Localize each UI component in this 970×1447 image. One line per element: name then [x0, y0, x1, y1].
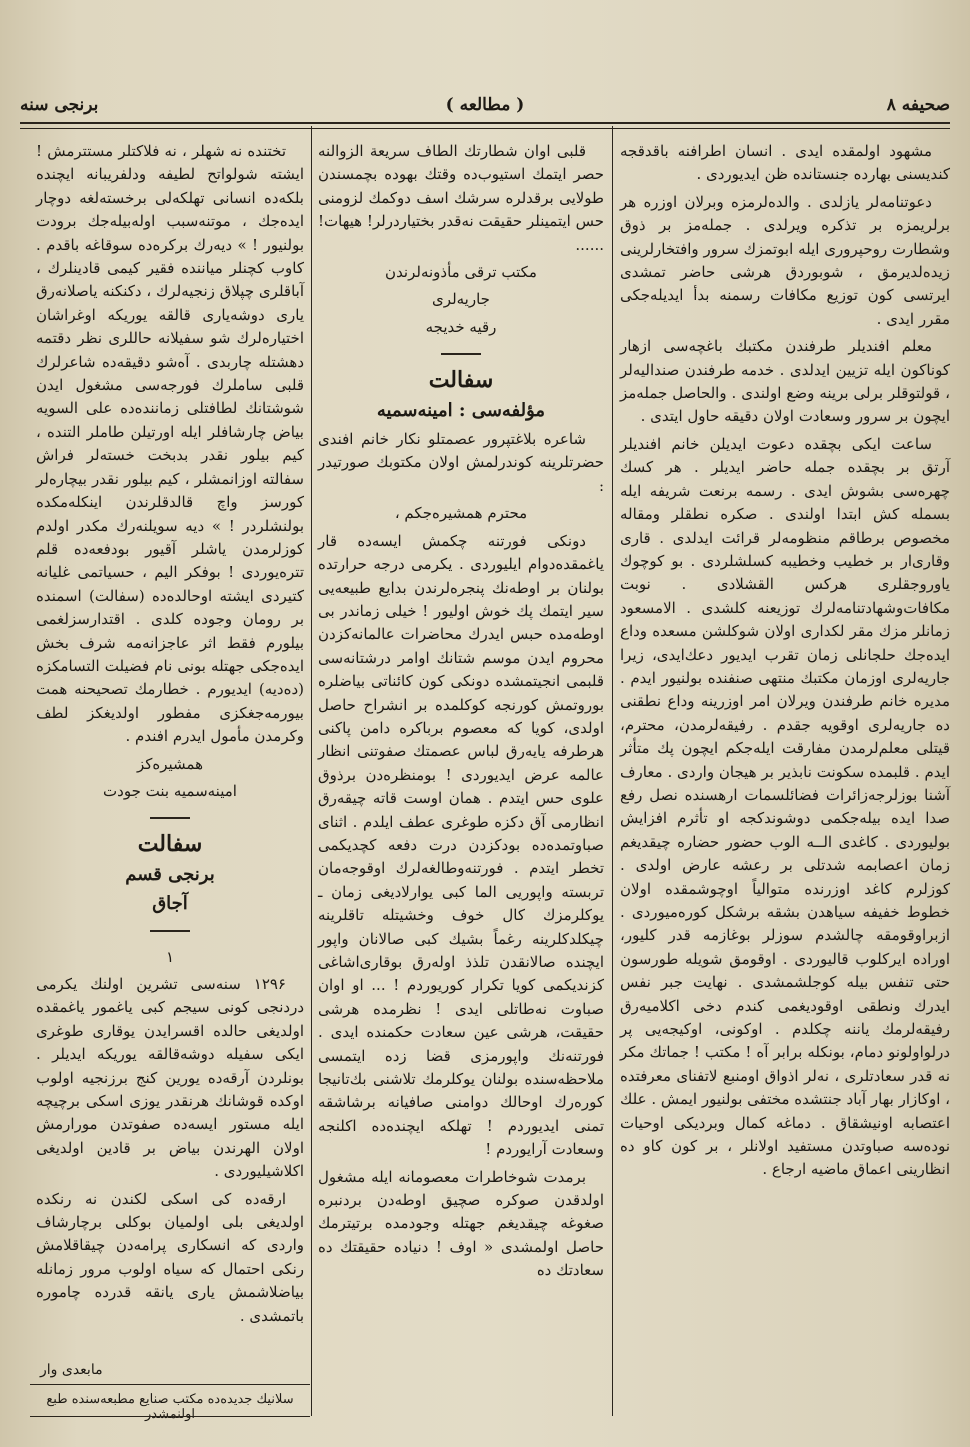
chapter-title: آجاق — [152, 893, 188, 915]
printer-footer: سلانیك جدیده‌ده مکتب صنایع مطبعه‌سنده طبع اولنمشدر — [46, 1392, 294, 1422]
left-column — [36, 140, 304, 1332]
footer-rule — [30, 1416, 310, 1417]
middle-column — [318, 140, 604, 1287]
separator — [441, 353, 481, 355]
footer-rule — [30, 1384, 310, 1385]
paragraph: دونکی فورتنه چکمش ایسه‌ده قار یاغمقده‌دوام ایلیوردی . یکرمی درجه حرارتده بولنان بر اوطه‌نك پنجره‌لرندن بدایع طبیعه‌یی سیر ایتمك پك خوش اولیور ! خیلی زماندر بی اوطه‌مده حبس ایدرك محاضرات عالمانه‌کزدن محروم ایدن موسم شتانك اوامر درشتانه‌سی قلبمی انجیتمشده دونکی کون کائناتی بیاضلره بوروتمش کورنجه کوکلمده بر انشراح حاصل اولدی، کویا که معصوم برباکره دامن پاکنی هرطرفه یایه‌رق لباس عصمتك صفوتنی انظار عالمه عرض ایدیوردی ! بومنظره‌دن برذوق علوی حس ایتدم . همان اوست قاته چیقه‌رق انظارمی آق دکزه طوغری عطف ایلدم . اثنای صباوتمده‌ده بودکزدن درت دفعه کچدیکمی تخطر ایتدم . فورتنه‌وطالغه‌لرك اوقوجه‌مان تربسته واپوریی الما کبی یوارلادیغی زمان ـ یوکلرمزك کال خوف وخشیتله تاقلرینه چیکلدکلرینه رغماً بشیك کبی صالانان واپور ایچنده صالانقدن تلذذ اوله‌رق بوقاری‌اشاغی کزندیکمی کویا تکرار کوریوردم ! ... او اوان صباوت نه‌طاتلی ایدی ! نظرمده هرشی حقیقت، هرشی عین سعادت حکمنده ایدی . فورتنه‌نك واپورمزی قضا زده ایتمسی ملاحظه‌سنده بولنان یوکلرمك تلاشنی بك‌تانیجا کوره‌رك اوحالك دوامنی صافیانه برشاشقه تمنی ایدیوردم ! تهلکه ایچنده‌ده اکلنجه وسعادت آرایوردم ! — [318, 531, 604, 1159]
novel-title: سفالت — [137, 831, 203, 858]
chapter-number: ۱ — [165, 947, 175, 966]
separator — [150, 817, 190, 819]
paragraph: قلبی اوان شطارتك الطاف سریعة الزوالنه حصر ایتمك استیوب‌ده وقتك بهوده بچمسندن طولایی برقدلره سرشك اسف دوکمك لزومنی حس ایتمینلر حقیقت نه‌قدر بختیاردرلر! هیهات! ...... — [318, 142, 604, 254]
signature-line: جاریه‌لری — [432, 290, 490, 309]
header-rule — [20, 122, 950, 129]
paragraph: معلم افندیلر طرفندن مکتبك باغچه‌سی ازهار کوناکون ایله تزیین ایدلدی . خدمه طرفندن صندالیه‌لر ، قولتوقلر برلی برینه وضع اولندی . والحاصل جمله‌مز ایچون بر سرور وسعادت اولان دقیقه حاول ایتدی . — [620, 337, 950, 426]
article-title: سفالت — [428, 367, 494, 394]
signature-line: همشیره‌کز — [136, 754, 204, 773]
part-title: برنجی قسم — [125, 863, 215, 885]
page-header — [20, 90, 950, 120]
paragraph: برمدت شوخاطرات معصومانه ایله مشغول اولدقدن صوکره صچیق اوطه‌دن بردنبره صغوغه چیقدیغم جهتله وجودمده برتیترمك حاصل اولمشدی « اوف ! دنیاده حقیقتك ده سعادتك ده — [318, 1167, 604, 1280]
column-divider-right — [612, 126, 613, 1416]
article-author: مؤلفه‌سی : امینه‌سمیه — [376, 399, 546, 421]
signature-line: مکتب ترقی مأذونه‌لرندن — [385, 263, 537, 282]
year-label: برنجی سنه — [20, 95, 99, 115]
paragraph: تختنده نه شهلر ، نه فلاکتلر مستترمش ! ایشته شولواتح لطیفه ودلفریبانه ایچنده بلکه‌ده انسانی تهلکه‌لی برخسته‌لغه دوچار ایده‌جك ، موتنه‌سبب اوله‌بیله‌جك برودت بولنیور ! » دیه‌رك برکره‌ده سوقاغه باقدم . کاوب کچنلر میاننده فقیر کیمی قادینلرك ، آباقلری چپلاق زنجیه‌لرك ، دکنکنه یاصلانه‌رق یاری دوشه‌یاری قالقه یوریکه اوغراشان اختیاره‌لرك شو سفیلانه حاللری نظر دقتمه دهشتله چاربدی . آه‌شو دقیقه‌ده شاعرلرك قلبی ساملرك فورجه‌سی مشغول ایدن شوشتانك لطافتلی زماننده‌ده علی السویه بیاض چارشافلر ایله اورتیلن طاملر التنده ، کیم بیلور نقدر بدبخت خسته‌لر فراش سفالته اوزانمشلر ، کیم بیلور نقدر بیچاره‌لر کورسز واچ قالدقلرندن اینکله‌مکده بولنشلردر ! » دیه سویلنه‌رك مکدر اولدم کوزلرمدن یاشلر آقیور بودفعه‌ده قلم تتره‌یوردی ! بوفکر الیم ، حسیاتمی غلیانه کتیردی ایشته اوحالده‌ده (سفالت) اسمنده بر رومان وجوده کلدی . اقتدارسزلغمی بیلورم فقط اثر عاجزانه‌مه شرف بخش ایده‌جکی جهتله بونی نام فضیلت التسامکزه (ده‌دیه) ایدیورم . خطارمك تصحیحنه همت بیورمه‌جغکزی مفطور اولدیغکز لطف وکرمدن مأمول ایدرم افندم . — [36, 142, 304, 746]
paragraph: ۱۲۹۶ سنه‌سی تشرین اولنك یکرمی دردنجی کونی سیجم کبی یاغمور یاغمقده اولدیغی حالده اقسرایدن یوقاری طوغری ایکی سفیله دوشه‌قالقه یوریکه ایدیلر . بونلردن آرقه‌ده یورین کنج برزنجیه اولوب اوکده قوشانك هرنقدر یوزی اسکی برچیچه ایله مستور ایسه‌ده صفوتدن مورارمش اولان الهرندن بیاض بر قادین اولدیغی اکلاشیلیوردی . — [36, 975, 304, 1181]
paragraph: ساعت ایکی بچقده دعوت ایدیلن خانم افندیلر آرتق بر بچقده جمله حاضر ایدیلر . هر کسك چهره‌سی بشوش ایدی . رسمه برنعت شریفه ایله بسمله کش ابتدا اولندی . صکره نطقلر ومقاله مخصوص برطاقم منظومه‌لر قرائت ایدلدی . قاری وقاری‌ار بر خطیب وخطیبه کسلشلردی . بو کوچوك یاوروجقلری هرکس القشلادی . نوبت مکافات‌وشهادتنامه‌لرك توزیعنه کلشدی . الامسعود زمانلر مزك مقر لکداری اولان شوکلشن مسعده وداع ایده‌جك حلجانلی زمان تقرب ایدیور دعك‌ایدی، زیرا جاریه‌لری اوزمان مکتبك منتهی صنفنده بولنیور ایدم . مدیره خانم طرفندن ویرلان امر اوزرینه وداع نطقنی ده جاریه‌لری اوقویه جقدم . رفیقه‌لرمدن، محترم، قیتلی معلم‌لرمدن مفارقت ایله‌جکم ایچون پك متأثر ایدم . قلبمده سکونت نابذیر بر هیجان واردی . معارف آشنا بوزلرجه‌زائرات فضائلسمات ارهسنده نصل رفع صدا ایده بیله‌جکمی دوشوندکجه او تأثرم افزایش بولیوردی . کاغدی الــه الوب حضور حضاره چیقدیغم زمان اعصابمه شدتلی بر رعشه عارض اولدی . کوزلرم کاغد اوزرنده متوالیاً اوچوشمقده اولان خطوط خفیفه سیاهدن بشقه برشکل کوره‌میوردی . ازبراوقومقه چالشدم سوزلر بوغازمه قدر کلیور، اوراده ایرکلوب قالیوردی . اوقومق شویله طورسون حتی تنفس بیله کوجلشمشدی . نهایت جبر نفس ایدرك ونطقی اوقودیغمی کندم دخی اکلامیه‌رق رفیقه‌لرمك یاننه چکلدم . اوکونی، اوکیجه‌یی پر درلواولونو دمام، بونکله برابر آه ! مکتب ! جماتك مکر نه قدر سعادتلری ، نه‌لر اذواق اومنبع لاتفنای معرفتده ، اوکازار بهار آباد جنتشده مختفی بولنیور ایمش . علك اعتصابه اونیشقاق . دماغه کمال وبردیکی اوحیات نوده‌سه صباوتدن مستفید اولانلر ، بر کون کاو ده انظارینی اعماق ماضیه ارجاع . — [620, 434, 950, 1179]
paragraph: دعوتنامه‌لر یازلدی . والده‌لرمزه وبرلان اوزره هر برلریمزه بر تذکره ویرلدی . جمله‌مز بر ذوق وشطارت روحپروری ایله ابوتمزك سرور وافتخارلرینی زیده‌لدیرمق ، شوبوردق هرشی حاضر تمشدی ایرتسی کون توزیع مکافات رسمنه بدأ ایدیله‌جکی مقرر ایدی . — [620, 192, 950, 328]
separator — [150, 930, 190, 932]
paragraph: ارقه‌ده کی اسکی لکندن نه رنکده اولدیغی بلی اولمیان بوکلی برچارشاف واردی که انسکاری پرامه‌دن چیقاقلامش رنکی احتمال که سیاه اولوب مرور زمانله بیاضلاشمش یاری یانقه قدرده چاموره باتمشدی . — [36, 1189, 304, 1325]
paragraph: مشهود اولمقده ایدی . انسان اطرافنه باقدقجه کندیسنی بهارده جنستانده ظن ایدیوردی . — [620, 142, 950, 184]
page-number: صحیفه ۸ — [886, 95, 950, 115]
paragraph: شاعره بلاغتپرور عصمتلو نکار خانم افندی حضرتلرینه کوندرلمش اولان مکتوبك صورتیدر : — [318, 430, 604, 495]
continued-label: مابعدی وار — [40, 1362, 103, 1378]
salutation: محترم همشیره‌جکم ، — [394, 504, 528, 523]
signature-line: امینه‌سمیه بنت جودت — [103, 781, 237, 800]
right-column — [620, 140, 950, 1186]
section-title: ( مطالعه ) — [445, 95, 525, 115]
column-divider-left — [311, 126, 312, 1416]
signature-line: رقیه خدیجه — [425, 317, 497, 336]
